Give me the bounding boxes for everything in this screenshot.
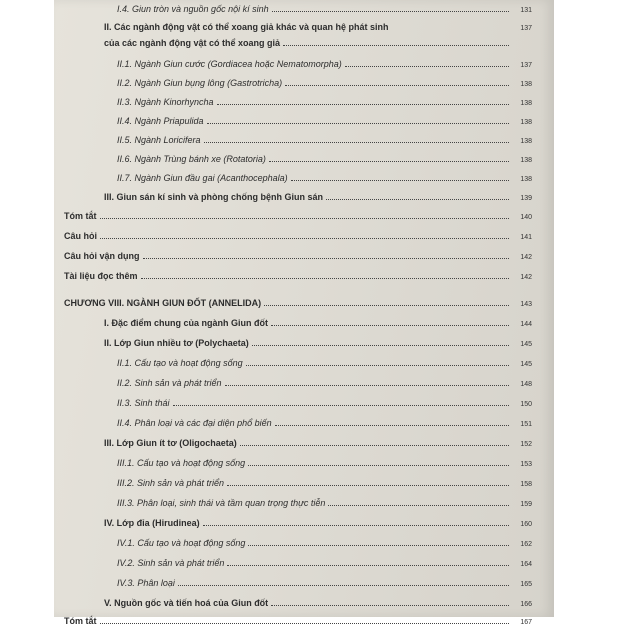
toc-entry	[54, 0, 532, 14]
toc-entry-title: II.3. Ngành Kinorhyncha	[117, 97, 214, 107]
toc-entry	[54, 243, 532, 261]
toc-entry-title: II. Lớp Giun nhiều tơ (Polychaeta)	[104, 338, 249, 348]
toc-entry-title: V. Nguồn gốc và tiến hoá của Giun đốt	[104, 598, 269, 608]
leader-dots	[269, 161, 509, 162]
toc-page-number: 138	[520, 157, 532, 164]
toc-page-number: 153	[520, 461, 532, 468]
leader-dots	[264, 305, 509, 306]
leader-dots	[204, 142, 509, 143]
toc-entry-title: II.2. Ngành Giun bụng lông (Gastrotricha)	[117, 78, 283, 88]
toc-page-number: 164	[520, 561, 532, 568]
toc-page-number: 152	[520, 441, 532, 448]
toc-entry-title: III.3. Phân loại, sinh thái và tầm quan trọng thực tiễn	[117, 498, 326, 508]
toc-page-number: 166	[520, 601, 532, 608]
toc-entry	[54, 51, 532, 69]
toc-page-number: 148	[520, 381, 532, 388]
toc-page-number: 142	[520, 274, 532, 281]
leader-dots	[248, 545, 509, 546]
leader-dots	[240, 445, 509, 446]
leader-dots	[141, 278, 509, 279]
toc-entry	[54, 184, 532, 202]
toc-entry	[54, 510, 532, 528]
toc-page-number: 165	[520, 581, 532, 588]
toc-entry-title: II.4. Phân loại và các đại diện phổ biến	[117, 418, 272, 428]
toc-entry	[54, 550, 532, 568]
toc-entry-title: Câu hỏi	[64, 231, 97, 241]
toc-entry	[54, 108, 532, 126]
toc-entry-title: II.7. Ngành Giun đầu gai (Acanthocephala)	[117, 173, 288, 183]
toc-page-number: 138	[520, 119, 532, 126]
toc-page-number: 162	[520, 541, 532, 548]
toc-page-number: 137	[520, 62, 532, 69]
leader-dots	[143, 258, 510, 259]
toc-page-number: 144	[520, 321, 532, 328]
toc-page-number: 139	[520, 195, 532, 202]
toc-page-number: 151	[520, 421, 532, 428]
toc-page-number: 138	[520, 176, 532, 183]
toc-entry	[54, 410, 532, 428]
toc-entry-title: III.2. Sinh sản và phát triển	[117, 478, 225, 488]
toc-entry	[54, 127, 532, 145]
toc-page-number: 131	[520, 7, 532, 14]
toc-entry	[54, 165, 532, 183]
leader-dots	[173, 405, 509, 406]
toc-entry-title: IV. Lớp đỉa (Hirudinea)	[104, 518, 200, 528]
leader-dots	[227, 485, 509, 486]
toc-page-number: 150	[520, 401, 532, 408]
toc-entry-title: II.1. Cấu tạo và hoạt động sống	[117, 358, 243, 368]
toc-page-number: 160	[520, 521, 532, 528]
leader-dots	[252, 345, 509, 346]
toc-entry-title: của các ngành động vật có thể xoang giả	[104, 38, 281, 48]
toc-entry	[54, 70, 532, 88]
toc-entry-title: IV.3. Phân loại	[117, 578, 175, 588]
toc-entry-title: III. Giun sán kí sinh và phòng chống bệnh Giun sán	[104, 192, 324, 202]
toc-entry-title: II.3. Sinh thái	[117, 398, 170, 408]
leader-dots	[283, 45, 509, 46]
leader-dots	[248, 465, 509, 466]
toc-page-number: 145	[520, 361, 532, 368]
leader-dots	[203, 525, 509, 526]
toc-entry-title: II.5. Ngành Loricifera	[117, 135, 201, 145]
toc-page-number: 145	[520, 341, 532, 348]
toc-entry	[54, 470, 532, 488]
leader-dots	[285, 85, 509, 86]
toc-entry	[54, 89, 532, 107]
toc-entry-title: II.2. Sinh sản và phát triển	[117, 378, 222, 388]
leader-dots	[100, 238, 509, 239]
toc-entry-title: Tài liệu đọc thêm	[64, 271, 138, 281]
book-page	[54, 0, 554, 626]
toc-entry	[54, 608, 532, 626]
leader-dots	[217, 104, 509, 105]
toc-entry	[54, 146, 532, 164]
leader-dots	[178, 585, 509, 586]
leader-dots	[275, 425, 509, 426]
toc-entry	[54, 390, 532, 408]
toc-page-number: 167	[520, 619, 532, 626]
leader-dots	[272, 11, 509, 12]
toc-entry-title: III. Lớp Giun ít tơ (Oligochaeta)	[104, 438, 237, 448]
toc-entry	[54, 263, 532, 281]
leader-dots	[328, 505, 509, 506]
toc-entry	[54, 290, 532, 308]
toc-entry-title: II. Các ngành động vật có thể xoang giả khác và quan hệ phát sinh	[104, 22, 389, 32]
leader-dots	[100, 623, 510, 624]
toc-entry-title: II.6. Ngành Trùng bánh xe (Rotatoria)	[117, 154, 266, 164]
toc-page-number: 143	[520, 301, 532, 308]
toc-entry-title: I. Đặc điểm chung của ngành Giun đốt	[104, 318, 269, 328]
toc-entry-title: Tóm tắt	[64, 211, 97, 221]
toc-entry	[54, 570, 532, 588]
toc-page-number: 138	[520, 138, 532, 145]
toc-entry	[54, 203, 532, 221]
toc-entry-title: IV.2. Sinh sản và phát triển	[117, 558, 225, 568]
toc-entry-title: I.4. Giun tròn và nguồn gốc nội kí sinh	[117, 4, 269, 14]
leader-dots	[225, 385, 509, 386]
toc-page-number: 159	[520, 501, 532, 508]
toc-entry	[54, 490, 532, 508]
leader-dots	[326, 199, 509, 200]
leader-dots	[271, 605, 509, 606]
toc-entry-title: Câu hỏi vận dụng	[64, 251, 140, 261]
toc-entry	[54, 370, 532, 388]
toc-entry	[54, 430, 532, 448]
toc-entry	[54, 223, 532, 241]
leader-dots	[291, 180, 509, 181]
toc-entry	[54, 350, 532, 368]
toc-entry-title: II.1. Ngành Giun cước (Gordiacea hoặc Nematomorpha)	[117, 59, 342, 69]
toc-page-number: 141	[520, 234, 532, 241]
toc-entry-title: CHƯƠNG VIII. NGÀNH GIUN ĐỐT (ANNELIDA)	[64, 298, 262, 308]
toc-entry-title: Tóm tắt	[64, 616, 97, 626]
toc-entry	[54, 30, 532, 48]
leader-dots	[227, 565, 509, 566]
toc-entry	[54, 330, 532, 348]
leader-dots	[207, 123, 509, 124]
toc-page-number: 140	[520, 214, 532, 221]
toc-entry-title: IV.1. Cấu tạo và hoạt động sống	[117, 538, 246, 548]
toc-entry	[54, 590, 532, 608]
leader-dots	[271, 325, 509, 326]
toc-entry-title: III.1. Cấu tạo và hoạt động sống	[117, 458, 246, 468]
toc-page-number: 142	[520, 254, 532, 261]
leader-dots	[246, 365, 509, 366]
toc-entry	[54, 310, 532, 328]
toc-page-number: 137	[520, 25, 532, 32]
toc-entry-title: II.4. Ngành Priapulida	[117, 116, 204, 126]
leader-dots	[100, 218, 510, 219]
leader-dots	[345, 66, 509, 67]
toc-page-number: 138	[520, 81, 532, 88]
toc-page-number: 138	[520, 100, 532, 107]
right-margin	[554, 0, 617, 617]
toc-entry	[54, 450, 532, 468]
toc-page-number: 158	[520, 481, 532, 488]
toc-entry	[54, 530, 532, 548]
